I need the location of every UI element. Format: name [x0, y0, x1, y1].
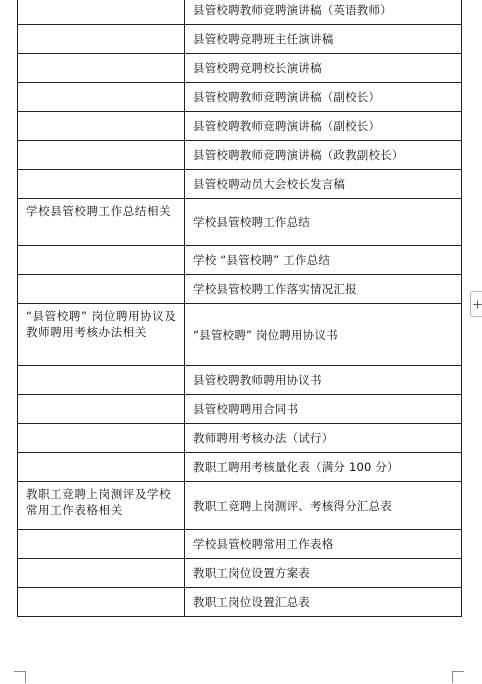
category-cell: [18, 83, 185, 112]
table-row: [18, 559, 462, 588]
table-row: [18, 83, 462, 112]
item-cell: 教职工岗位设置方案表: [185, 559, 462, 588]
item-cell: “县管校聘” 岗位聘用协议书: [185, 304, 462, 366]
category-cell: [18, 530, 185, 559]
table-row: [18, 112, 462, 141]
item-cell: 教职工聘用考核量化表（满分 100 分）: [185, 453, 462, 482]
table-row: [18, 141, 462, 170]
category-cell: [18, 170, 185, 199]
table-row: [18, 482, 462, 530]
category-cell: [18, 275, 185, 304]
table-row: [18, 199, 462, 246]
item-cell: 县管校聘竞聘班主任演讲稿: [185, 25, 462, 54]
category-cell: [18, 559, 185, 588]
category-cell: [18, 0, 185, 25]
table-row: [18, 530, 462, 559]
category-cell: [18, 25, 185, 54]
item-cell: 学校县管校聘工作落实情况汇报: [185, 275, 462, 304]
item-cell: 县管校聘动员大会校长发言稿: [185, 170, 462, 199]
table-row: [18, 588, 462, 617]
table-expand-button[interactable]: [470, 291, 482, 317]
item-cell: 学校县管校聘常用工作表格: [185, 530, 462, 559]
page-corner-mark-left: [14, 671, 26, 683]
category-cell: [18, 54, 185, 83]
table-row: [18, 453, 462, 482]
item-cell: 县管校聘教师竞聘演讲稿（副校长）: [185, 112, 462, 141]
category-cell: 学校县管校聘工作总结相关: [18, 199, 185, 246]
item-cell: 教职工竞聘上岗测评、考核得分汇总表: [185, 482, 462, 530]
table-row: [18, 395, 462, 424]
table-row: [18, 170, 462, 199]
table-row: [18, 275, 462, 304]
table-row: [18, 0, 462, 25]
table-row: [18, 25, 462, 54]
category-cell: [18, 588, 185, 617]
item-cell: 教师聘用考核办法（试行）: [185, 424, 462, 453]
item-cell: 教职工岗位设置汇总表: [185, 588, 462, 617]
table-row: [18, 424, 462, 453]
category-cell: [18, 366, 185, 395]
category-cell: 教职工竞聘上岗测评及学校常用工作表格相关: [18, 482, 185, 530]
item-cell: 县管校聘教师竞聘演讲稿（政教副校长）: [185, 141, 462, 170]
table-row: [18, 246, 462, 275]
item-cell: 学校 “县管校聘” 工作总结: [185, 246, 462, 275]
category-cell: “县管校聘” 岗位聘用协议及教师聘用考核办法相关: [18, 304, 185, 366]
item-cell: 县管校聘聘用合同书: [185, 395, 462, 424]
category-cell: [18, 453, 185, 482]
table-row: [18, 54, 462, 83]
item-cell: 县管校聘教师竞聘演讲稿（副校长）: [185, 83, 462, 112]
document-table: [17, 0, 462, 617]
page-corner-mark-right: [452, 671, 464, 683]
item-cell: 县管校聘竞聘校长演讲稿: [185, 54, 462, 83]
category-cell: [18, 141, 185, 170]
table-row: [18, 366, 462, 395]
plus-icon: [473, 300, 482, 309]
category-cell: [18, 395, 185, 424]
category-cell: [18, 112, 185, 141]
item-cell: 县管校聘教师竞聘演讲稿（英语教师）: [185, 0, 462, 25]
category-cell: [18, 424, 185, 453]
table-row: [18, 304, 462, 366]
item-cell: 学校县管校聘工作总结: [185, 199, 462, 246]
item-cell: 县管校聘教师聘用协议书: [185, 366, 462, 395]
category-cell: [18, 246, 185, 275]
